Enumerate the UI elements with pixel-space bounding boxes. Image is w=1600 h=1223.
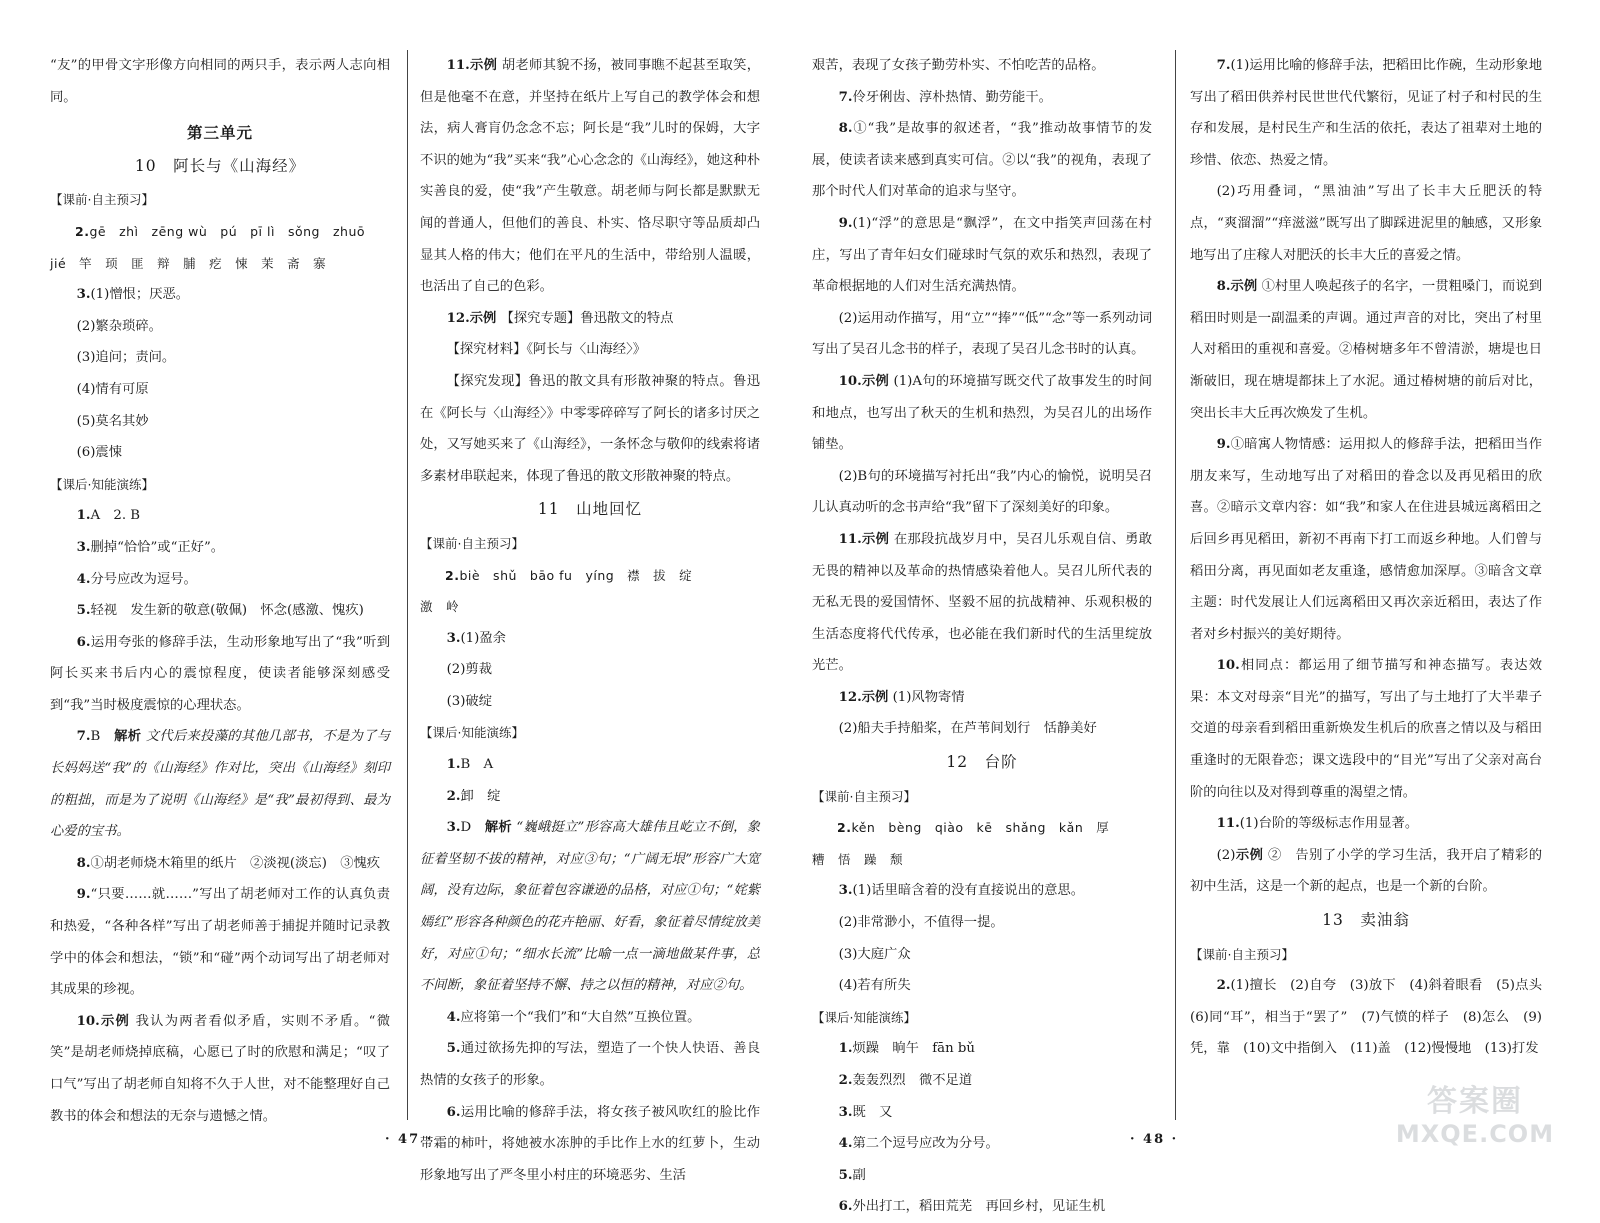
answer-text: (5)莫名其妙	[76, 413, 149, 429]
answer-text: 删掉“恰恰”或“正好”。	[90, 539, 225, 555]
answer-text: (2)巧用叠词，“黑油油”写出了长丰大丘肥沃的特点，“爽溜溜”“痒滋滋”既写出了脚踩进泥里的触感，又形象地写出了庄稼人对肥沃的长丰大丘的喜爱之情。	[1190, 184, 1542, 263]
item-number: 2.	[1216, 978, 1231, 994]
answer-paragraph	[50, 406, 390, 438]
answer-text: (2)	[1216, 847, 1236, 863]
answer-paragraph	[812, 970, 1152, 1002]
item-number: 3.	[838, 1104, 853, 1120]
item-number: 1.	[76, 508, 91, 524]
item-number: 9.	[76, 887, 91, 903]
answer-text: (1)A句的环境描写既交代了故事发生的时间和地点，也写出了秋天的生机和热烈，为吴召儿的出场作铺垫。	[812, 373, 1153, 453]
answer-text: 卸 绽	[460, 788, 501, 804]
answer-paragraph	[420, 1097, 760, 1192]
example-tag: 示例	[469, 58, 498, 73]
lesson-title: 10 阿长与《山海经》	[134, 156, 306, 175]
answer-paragraph	[50, 311, 390, 343]
answer-text: (1)擅长 (2)自夸 (3)放下 (4)斜着眼看 (5)点头 (6)同“耳”，相当于“罢了” (7)气愤的样子 (8)怎么 (9)凭，靠 (10)文中指倒入 (11)盖 (12)慢慢地 (13)打发	[1190, 978, 1556, 1057]
example-tag: 示例	[1235, 847, 1264, 863]
answer-paragraph	[420, 812, 760, 1002]
item-number: 5.	[446, 1041, 461, 1057]
answer-text: 【探究专题】鲁迅散文的特点	[500, 310, 674, 326]
item-number: 4.	[446, 1009, 461, 1025]
analysis-tag: 解析	[484, 820, 512, 836]
answer-paragraph	[1190, 176, 1542, 271]
answer-paragraph	[50, 564, 390, 596]
page48-column-1	[812, 50, 1153, 1215]
answer-text: ①暗寓人物情感：运用拟人的修辞手法，把稻田当作朋友来写，生动地写出了对稻田的眷念以及再见稻田的欣喜。②暗示文章内容：如“我”和家人在住进县城远离稻田之后回乡再见稻田，新初不再南下打工而返乡种地。人们曾与稻田分离，再见面如老友重逢，感情愈加深厚。③暗含文章主题：时代发展让人们远离稻田又再次亲近稻田，表达了作者对乡村振兴的美好期待。	[1190, 437, 1542, 642]
answer-paragraph	[50, 848, 390, 880]
answer-paragraph	[812, 1191, 1152, 1223]
answer-paragraph	[420, 303, 760, 335]
analysis-text: “巍峨挺立”形容高大雄伟且屹立不倒，象征着坚韧不拔的精神，对应③句；“广阔无垠”形容广大宽阔，没有边际，象征着包容谦逊的品格，对应①句；“姹紫嫣红”形容各种颜色的花卉艳丽、好看，象征着尽情绽放美好，对应①句；“细水长流”比喻一点一滴地做某件事，总不间断，象征着坚持不懈、持之以恒的精神，对应②句。	[420, 820, 760, 994]
answer-text: (4)情有可原	[76, 381, 149, 397]
answer-text: 通过欲扬先抑的写法，塑造了一个快人快语、善良热情的女孩子的形象。	[420, 1041, 760, 1088]
item-number: 7.	[838, 89, 853, 105]
pinyin-line	[420, 591, 760, 623]
item-number: 9.	[838, 215, 853, 231]
item-number: 1.	[446, 757, 461, 773]
pinyin-line	[812, 812, 1152, 844]
answer-text: ①胡老师烧木箱里的纸片 ②淡视(淡忘) ③愧疚	[90, 855, 381, 871]
answer-text: (1)盈余	[460, 630, 506, 646]
answer-text: “只要……就……”写出了胡老师对工作的认真负责和热爱，“各种各样”写出了胡老师善于捕捉并随时记录教学中的体会和想法，“锁”和“碰”两个动词写出了胡老师对其成果的珍视。	[50, 887, 390, 998]
item-number: 1.	[838, 1041, 853, 1057]
answer-paragraph	[812, 461, 1152, 524]
pinyin-text: biè shǔ bāo fu yíng 襟 拔 绽	[459, 567, 693, 583]
answer-paragraph	[420, 781, 760, 813]
item-number: 9.	[1216, 437, 1231, 453]
answer-paragraph	[812, 208, 1152, 303]
answer-paragraph	[1190, 429, 1542, 650]
pinyin-line	[50, 248, 390, 280]
answer-text: (3)破绽	[446, 693, 493, 709]
answer-paragraph	[420, 654, 760, 686]
answer-paragraph	[50, 721, 390, 847]
answer-paragraph	[812, 1065, 1152, 1097]
answer-text: (1)运用比喻的修辞手法，把稻田比作碗，生动形象地写出了稻田供养村民世世代代繁衍，见证了村子和村民的生存和发展，是村民生产和生活的依托，表达了祖辈对土地的珍惜、依恋、热爱之情。	[1190, 58, 1542, 168]
section-label: 【课后·知能演练】	[812, 1009, 916, 1025]
pinyin-text: kěn bèng qiào kē shǎng kǎn 厚	[851, 820, 1110, 836]
item-number: 7.	[76, 729, 91, 745]
answer-text: 轰轰烈烈 微不足道	[852, 1073, 973, 1088]
example-tag: 示例	[469, 310, 497, 326]
pinyin-line	[420, 560, 760, 592]
answer-paragraph	[1190, 808, 1542, 840]
page-48	[800, 0, 1600, 1215]
example-tag: 示例	[1230, 279, 1258, 295]
pinyin-line	[50, 216, 390, 248]
answer-text: 伶牙俐齿、淳朴热情、勤劳能干。	[852, 89, 1052, 105]
section-label: 【课前·自主预习】	[50, 192, 154, 208]
column-divider	[1175, 50, 1176, 1120]
answer-paragraph	[50, 1006, 390, 1132]
page-47	[0, 0, 800, 1183]
item-number: 10.	[76, 1013, 100, 1029]
answer-paragraph	[420, 1033, 760, 1096]
answer-paragraph	[420, 366, 760, 492]
item-number: 12.	[838, 689, 862, 705]
item-number: 10.	[1216, 658, 1240, 674]
answer-paragraph	[812, 682, 1152, 714]
answer-paragraph	[420, 686, 760, 718]
column-divider	[407, 50, 408, 1120]
item-number: 2.	[838, 1073, 853, 1088]
item-number: 11.	[446, 58, 470, 73]
watermark-text: 答案圈	[1427, 1084, 1523, 1119]
answer-text: (3)大庭广众	[838, 946, 911, 962]
answer-text: 第二个逗号应改为分号。	[852, 1136, 999, 1152]
answer-paragraph	[1190, 840, 1542, 903]
lesson-title: 11 山地回忆	[537, 500, 643, 519]
item-number: 4.	[76, 571, 91, 587]
answer-paragraph	[812, 82, 1152, 114]
answer-paragraph	[420, 623, 760, 655]
answer-paragraph	[1190, 650, 1542, 808]
answer-paragraph	[420, 334, 760, 366]
answer-paragraph	[420, 749, 760, 781]
answer-text: (4)若有所失	[838, 978, 911, 994]
pinyin-text: 激 岭	[420, 599, 460, 615]
section-label: 【课前·自主预习】	[1190, 946, 1294, 962]
section-label: 【课前·自主预习】	[420, 535, 524, 551]
answer-paragraph	[50, 879, 390, 1005]
answer-paragraph	[50, 342, 390, 374]
page47-column-1	[50, 50, 390, 1124]
example-tag: 示例	[861, 531, 890, 547]
answer-paragraph	[812, 713, 1152, 745]
example-tag: 示例	[861, 373, 890, 389]
item-number: 10.	[838, 373, 862, 389]
item-number: 8.	[1216, 279, 1231, 295]
answer-text: (2)剪裁	[446, 662, 493, 678]
answer-paragraph	[50, 50, 390, 113]
item-number: 2.	[837, 820, 852, 836]
answer-paragraph	[1190, 970, 1556, 1065]
item-number: 8.	[76, 855, 91, 871]
analysis-text: 文代后来投藻的其他几部书，不是为了与长妈妈送“我”的《山海经》作对比，突出《山海经》刻印的粗拙，而是为了说明《山海经》是“我”最初得到、最为心爱的宝书。	[50, 729, 390, 840]
answer-text: 副	[852, 1167, 866, 1183]
answer-text: (6)震悚	[76, 445, 123, 461]
pinyin-text: gē zhì zēng wù pú pī lì sǒng zhuō	[89, 223, 366, 239]
answer-paragraph	[1190, 271, 1542, 429]
answer-paragraph	[50, 627, 390, 722]
answer-paragraph	[50, 532, 390, 564]
answer-text: 外出打工，稻田荒芜 再回乡村，见证生机	[852, 1199, 1106, 1215]
pinyin-text: jié 竿 顼 匪 辩 脯 疙 悚 茉 斋 寨	[50, 255, 327, 271]
item-number: 5.	[76, 603, 91, 619]
answer-text: 相同点：都运用了细节描写和神态描写。表达效果：本文对母亲“目光”的描写，写出了与土地打了大半辈子交道的母亲看到稻田重新焕发生机后的欣喜之情以及与稻田重逢时的无限眷恋；课文选段中的“目光”写出了父亲对高台阶的向往以及对得到尊重的渴望之情。	[1190, 658, 1542, 800]
answer-text: ①村里人唤起孩子的名字，一贯粗嗓门，而说到稻田时则是一副温柔的声调。通过声音的对比，突出了村里人对稻田的重视和喜爱。②椿树塘多年不曾清淤，塘堤也日渐破旧，现在塘堤都抹上了水泥。通过椿树塘的前后对比，突出长丰大丘再次焕发了生机。	[1190, 279, 1543, 421]
item-number: 3.	[838, 883, 853, 899]
item-number: 2.	[75, 223, 90, 239]
answer-text: (2)非常渺小，不值得一提。	[838, 915, 1004, 931]
answer-paragraph	[812, 1128, 1152, 1160]
answer-paragraph	[812, 303, 1152, 366]
answer-text: (1)“浮”的意思是“飘浮”，在文中指笑声回荡在村庄，写出了青年妇女们碰球时气氛的欢乐和热烈，表现了革命根据地的人们对生活充满热情。	[812, 215, 1152, 295]
answer-text: (1)话里暗含着的没有直接说出的意思。	[852, 883, 1085, 899]
answer-text: ② 告别了小学的学习生活，我开启了精彩的初中生活，这是一个新的起点，也是一个新的台阶。	[1190, 847, 1542, 895]
answer-paragraph	[812, 1097, 1152, 1129]
answer-paragraph	[812, 1160, 1152, 1192]
lesson-title: 12 台阶	[946, 753, 1018, 772]
answer-text: 我认为两者看似矛盾，实则不矛盾。“微笑”是胡老师烧掉底稿，心愿已了时的欣慰和满足；“叹了口气”写出了胡老师自知将不久于人世，对不能整理好自己教书的体会和想法的无奈与遗憾之情。	[50, 1013, 390, 1124]
answer-paragraph	[50, 374, 390, 406]
item-number: 3.	[76, 287, 91, 303]
answer-text: 艰苦，表现了女孩子勤劳朴实、不怕吃苦的品格。	[812, 58, 1105, 73]
item-number: 8.	[838, 121, 853, 137]
answer-paragraph	[812, 939, 1152, 971]
answer-text: (1)台阶的等级标志作用显著。	[1239, 816, 1419, 832]
section-label: 【课前·自主预习】	[812, 788, 916, 804]
answer-text: 轻视 发生新的敬意(敬佩) 怀念(感激、愧疚)	[90, 603, 364, 619]
answer-paragraph	[812, 366, 1152, 461]
answer-text: (1)憎恨；厌恶。	[90, 287, 190, 303]
item-number: 2.	[445, 567, 460, 583]
answer-paragraph	[812, 875, 1152, 907]
answer-paragraph	[812, 1033, 1152, 1065]
answer-paragraph	[812, 524, 1152, 682]
answer-paragraph	[812, 907, 1152, 939]
item-number: 11.	[1216, 816, 1240, 832]
answer-text: 应将第一个“我们”和“大自然”互换位置。	[460, 1009, 701, 1025]
answer-paragraph	[50, 500, 390, 532]
item-number: 3.	[446, 820, 461, 836]
item-number: 11.	[838, 531, 862, 547]
answer-text: A 2. B	[90, 508, 141, 524]
answer-text: 运用夸张的修辞手法，生动形象地写出了“我”听到阿长买来书后内心的震惊程度，使读者能够深刻感受到“我”当时极度震惊的心理状态。	[50, 634, 390, 713]
item-number: 6.	[446, 1104, 461, 1120]
answer-paragraph	[812, 113, 1152, 208]
answer-paragraph	[420, 50, 760, 303]
item-number: 5.	[838, 1167, 853, 1183]
section-label: 【课后·知能演练】	[420, 725, 524, 741]
item-number: 6.	[76, 634, 91, 650]
page47-column-2	[420, 50, 761, 1183]
answer-text: ①“我”是故事的叙述者，“我”推动故事情节的发展，使读者读来感到真实可信。②以“我”的视角，表现了那个时代人们对革命的追求与坚守。	[812, 121, 1152, 200]
item-number: 4.	[838, 1136, 853, 1152]
unit-title: 第三单元	[186, 123, 253, 143]
answer-paragraph	[1190, 50, 1542, 176]
answer-paragraph	[812, 50, 1152, 82]
item-number: 7.	[1216, 58, 1231, 73]
answer-text: 运用比喻的修辞手法，将女孩子被风吹红的脸比作带霜的柿叶，将她被水冻肿的手比作上水的红萝卜，生动形象地写出了严冬里小村庄的环境恶劣、生活	[420, 1104, 760, 1183]
item-number: 12.	[446, 310, 470, 326]
answer-text: 【探究材料】《阿长与〈山海经〉》	[446, 342, 647, 358]
pinyin-line	[812, 844, 1152, 876]
answer-paragraph	[50, 279, 390, 311]
answer-text: D	[460, 820, 485, 836]
answer-text: B A	[460, 757, 494, 773]
answer-text: 【探究发现】鲁迅的散文具有形散神聚的特点。鲁迅在《阿长与〈山海经〉》中零零碎碎写了阿长的诸多讨厌之处，又写她买来了《山海经》，一条怀念与敬仰的线索将诸多素材串联起来，体现了鲁迅的散文形散神聚的特点。	[420, 373, 760, 484]
item-number: 2.	[446, 788, 461, 804]
answer-paragraph	[420, 1002, 760, 1034]
page-number: · 48 ·	[1130, 1132, 1179, 1147]
answer-text: 在那段抗战岁月中，吴召儿乐观自信、勇敢无畏的精神以及革命的热情感染着他人。吴召儿所代表的无私无畏的爱国情怀、坚毅不屈的抗战精神、乐观积极的生活态度将代代传承，也必能在我们新时代的生活里绽放光芒。	[812, 531, 1153, 674]
pinyin-text: 糟 悟 躁 颓	[812, 851, 904, 867]
example-tag: 示例	[861, 689, 889, 705]
answer-paragraph	[50, 437, 390, 469]
lesson-title: 13 卖油翁	[1322, 911, 1410, 930]
item-number: 3.	[446, 630, 461, 646]
answer-text: (2)B句的环境描写衬托出“我”内心的愉悦，说明吴召儿认真动听的念书声给“我”留下了深刻美好的印象。	[812, 468, 1152, 516]
answer-text: (1)风物寄情	[892, 689, 965, 705]
answer-text: 胡老师其貌不扬，被同事瞧不起甚至取笑，但是他毫不在意，并坚持在纸片上写自己的教学体会和想法，病人膏肓仍念念不忘；阿长是“我”儿时的保姆，大字不识的她为“我”买来“我”心心念念的《山海经》，她这种朴实善良的爱，使“我”产生敬意。胡老师与阿长都是默默无闻的普通人，但他们的善良、朴实、恪尽职守等品质却凸显其人格的伟大；他们在平凡的生活中，带给别人温暖，也活出了自己的色彩。	[420, 58, 761, 295]
example-tag: 示例	[99, 1013, 131, 1029]
watermark-url: MXQE.COM	[1395, 1120, 1555, 1148]
answer-text: (3)追问；责问。	[76, 350, 176, 366]
page-number: · 47 ·	[385, 1132, 434, 1147]
answer-text: 烦躁 晌午 fān bǔ	[852, 1041, 975, 1057]
answer-text: 分号应改为逗号。	[90, 571, 197, 587]
answer-text: “友”的甲骨文字形像方向相同的两只手，表示两人志向相同。	[50, 58, 390, 105]
answer-text: B	[90, 729, 115, 745]
page48-column-2	[1190, 50, 1556, 1120]
item-number: 3.	[76, 539, 91, 555]
answer-text: (2)运用动作描写，用“立”“捧”“低”“念”等一系列动词写出了吴召儿念书的样子，表现了吴召儿念书时的认真。	[812, 310, 1152, 358]
answer-text: (2)繁杂琐碎。	[76, 318, 162, 334]
answer-text: 既 又	[852, 1104, 893, 1120]
answer-text: (2)船夫手持船桨，在芦苇间划行 恬静美好	[838, 721, 1097, 737]
section-label: 【课后·知能演练】	[50, 476, 154, 492]
item-number: 6.	[838, 1199, 853, 1215]
answer-paragraph	[50, 595, 390, 627]
analysis-tag: 解析	[114, 729, 142, 745]
